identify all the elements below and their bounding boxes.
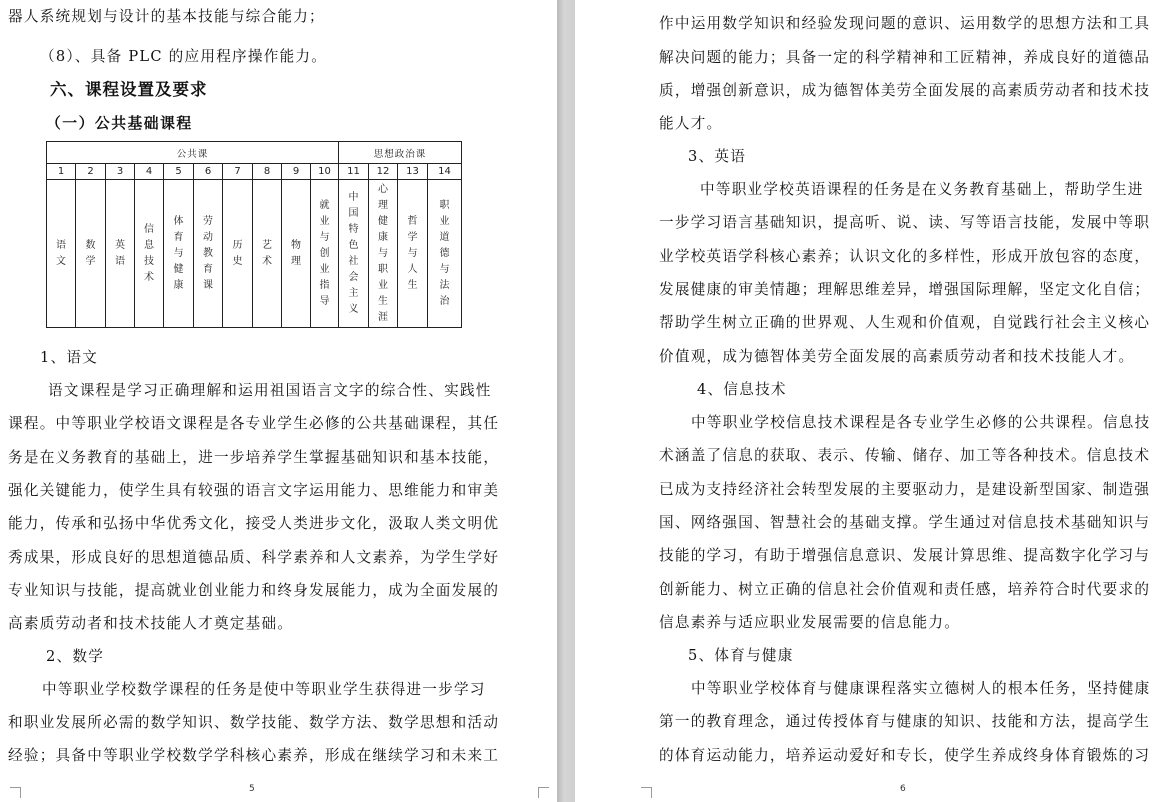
text-line: 国、网络强国、智慧社会的基础支撑。学生通过对信息技术基础知识与 [659, 514, 1151, 531]
course-number: 1 [47, 164, 76, 180]
table-course-row [47, 180, 462, 328]
text-line: 语文课程是学习正确理解和运用祖国语言文字的综合性、实践性 [48, 382, 492, 399]
page-number: 5 [249, 784, 255, 794]
text-line: 器人系统规划与设计的基本技能与综合能力； [8, 8, 325, 25]
section-heading: 六、课程设置及要求 [50, 80, 208, 99]
course-number: 2 [76, 164, 106, 180]
course-name: 英语 [115, 239, 125, 267]
text-line: 技能的学习，有助于增强信息意识、发展计算思维、提高数字化学习与 [659, 547, 1151, 564]
course-name: 历史 [232, 239, 243, 267]
text-line: 解决问题的能力；具备一定的科学精神和工匠精神，养成良好的道德品 [659, 49, 1151, 66]
table-group-row [47, 142, 462, 164]
text-line: 和职业发展所必需的数学知识、数学技能、数学方法、数学思想和活动 [8, 714, 500, 731]
text-line: 的体育运动能力，培养运动爱好和专长，使学生养成终身体育锻炼的习 [659, 747, 1151, 764]
text-line: 能力，传承和弘扬中华优秀文化，接受人类进步文化，汲取人类文明优 [8, 515, 500, 532]
text-line: 中等职业学校英语课程的任务是在义务教育基础上，帮助学生进 [700, 181, 1144, 198]
course-name: 心理健康与职业生涯 [378, 183, 389, 323]
text-line: 强化关键能力，使学生具有较强的语言文字运用能力、思维能力和审美 [8, 482, 500, 499]
text-line: 已成为支持经济社会转型发展的主要驱动力，是建设新型国家、制造强 [659, 481, 1151, 498]
text-line: 一步学习语言基础知识，提高听、说、读、写等语言技能，发展中等职 [659, 214, 1151, 231]
course-name: 中国特色社会主义 [348, 191, 359, 315]
course-number: 3 [106, 164, 135, 180]
course-number: 9 [282, 164, 311, 180]
text-line: 质，增强创新意识，成为德智体美劳全面发展的高素质劳动者和技术技 [659, 82, 1151, 99]
text-line: 价值观，成为德智体美劳全面发展的高素质劳动者和技术技能人才。 [659, 348, 1135, 365]
chinese-heading: 1、语文 [40, 349, 99, 366]
course-number: 12 [369, 164, 398, 180]
text-line: 能人才。 [659, 115, 723, 132]
sub-heading: （一）公共基础课程 [46, 115, 193, 132]
group-public-course: 公共课 [47, 142, 339, 164]
text-line: 务是在义务教育的基础上，进一步培养学生掌握基础知识和基本技能， [8, 449, 500, 466]
course-name: 体育与健康 [173, 215, 184, 291]
text-line: 高素质劳动者和技术技能人才奠定基础。 [8, 615, 294, 632]
text-line: 信息素养与适应职业发展需要的信息能力。 [659, 614, 961, 631]
course-name: 物理 [291, 239, 301, 267]
text-line: （8）、具备 PLC 的应用程序操作能力。 [40, 48, 328, 65]
text-line: 第一的教育理念，通过传授体育与健康的知识、技能和方法，提高学生 [659, 713, 1151, 730]
course-number: 8 [253, 164, 282, 180]
page-gutter [557, 0, 575, 802]
english-heading: 3、英语 [688, 148, 747, 165]
text-line: 中等职业学校信息技术课程是各专业学生必修的公共课程。信息技 [691, 414, 1151, 431]
text-line: 经验；具备中等职业学校数学学科核心素养，形成在继续学习和未来工 [8, 747, 500, 764]
course-number: 7 [223, 164, 253, 180]
text-line: 秀成果，形成良好的思想道德品质、科学素养和人文素养，为学生学好 [8, 549, 500, 566]
course-number: 13 [398, 164, 428, 180]
text-line: 业学校英语学科核心素养；认识文化的多样性，形成开放包容的态度， [659, 248, 1151, 265]
course-number: 14 [428, 164, 462, 180]
document-page-6 [575, 0, 1160, 802]
course-name: 哲学与人生 [407, 215, 418, 291]
text-line: 帮助学生树立正确的世界观、人生观和价值观，自觉践行社会主义核心 [659, 314, 1151, 331]
course-number: 6 [194, 164, 223, 180]
table-number-row [47, 164, 462, 180]
text-line: 中等职业学校体育与健康课程落实立德树人的根本任务，坚持健康 [691, 680, 1151, 697]
document-page-5 [0, 0, 557, 802]
corner-mark [641, 787, 652, 798]
page-number: 6 [900, 784, 906, 794]
course-name: 语文 [56, 239, 66, 267]
corner-mark [10, 787, 21, 798]
text-line: 中等职业学校数学课程的任务是使中等职业学生获得进一步学习 [42, 681, 486, 698]
course-name: 艺术 [262, 239, 272, 267]
text-line: 专业知识与技能，提高就业创业能力和终身发展能力，成为全面发展的 [8, 582, 500, 599]
text-line: 发展健康的审美情趣；理解思维差异，增强国际理解，坚定文化自信； [659, 281, 1151, 298]
it-heading: 4、信息技术 [697, 381, 787, 398]
course-name: 劳动教育课 [203, 215, 213, 291]
pe-heading: 5、体育与健康 [688, 647, 794, 664]
course-table [46, 141, 462, 328]
text-line: 作中运用数学知识和经验发现问题的意识、运用数学的思想方法和工具 [659, 15, 1151, 32]
group-politics-course: 思想政治课 [339, 142, 462, 164]
course-name: 数学 [85, 239, 96, 267]
course-name: 就业与创业指导 [319, 199, 330, 307]
course-name: 信息技术 [144, 223, 154, 283]
corner-mark [538, 787, 549, 798]
course-name: 职业道德与法治 [439, 199, 450, 307]
text-line: 术涵盖了信息的获取、表示、传输、储存、加工等各种技术。信息技术 [659, 447, 1151, 464]
course-number: 10 [311, 164, 339, 180]
text-line: 创新能力、树立正确的信息社会价值观和责任感，培养符合时代要求的 [659, 581, 1151, 598]
math-heading: 2、数学 [46, 648, 105, 665]
course-number: 5 [164, 164, 194, 180]
course-number: 11 [339, 164, 369, 180]
text-line: 课程。中等职业学校语文课程是各专业学生必修的公共基础课程，其任 [8, 415, 500, 432]
course-number: 4 [135, 164, 164, 180]
